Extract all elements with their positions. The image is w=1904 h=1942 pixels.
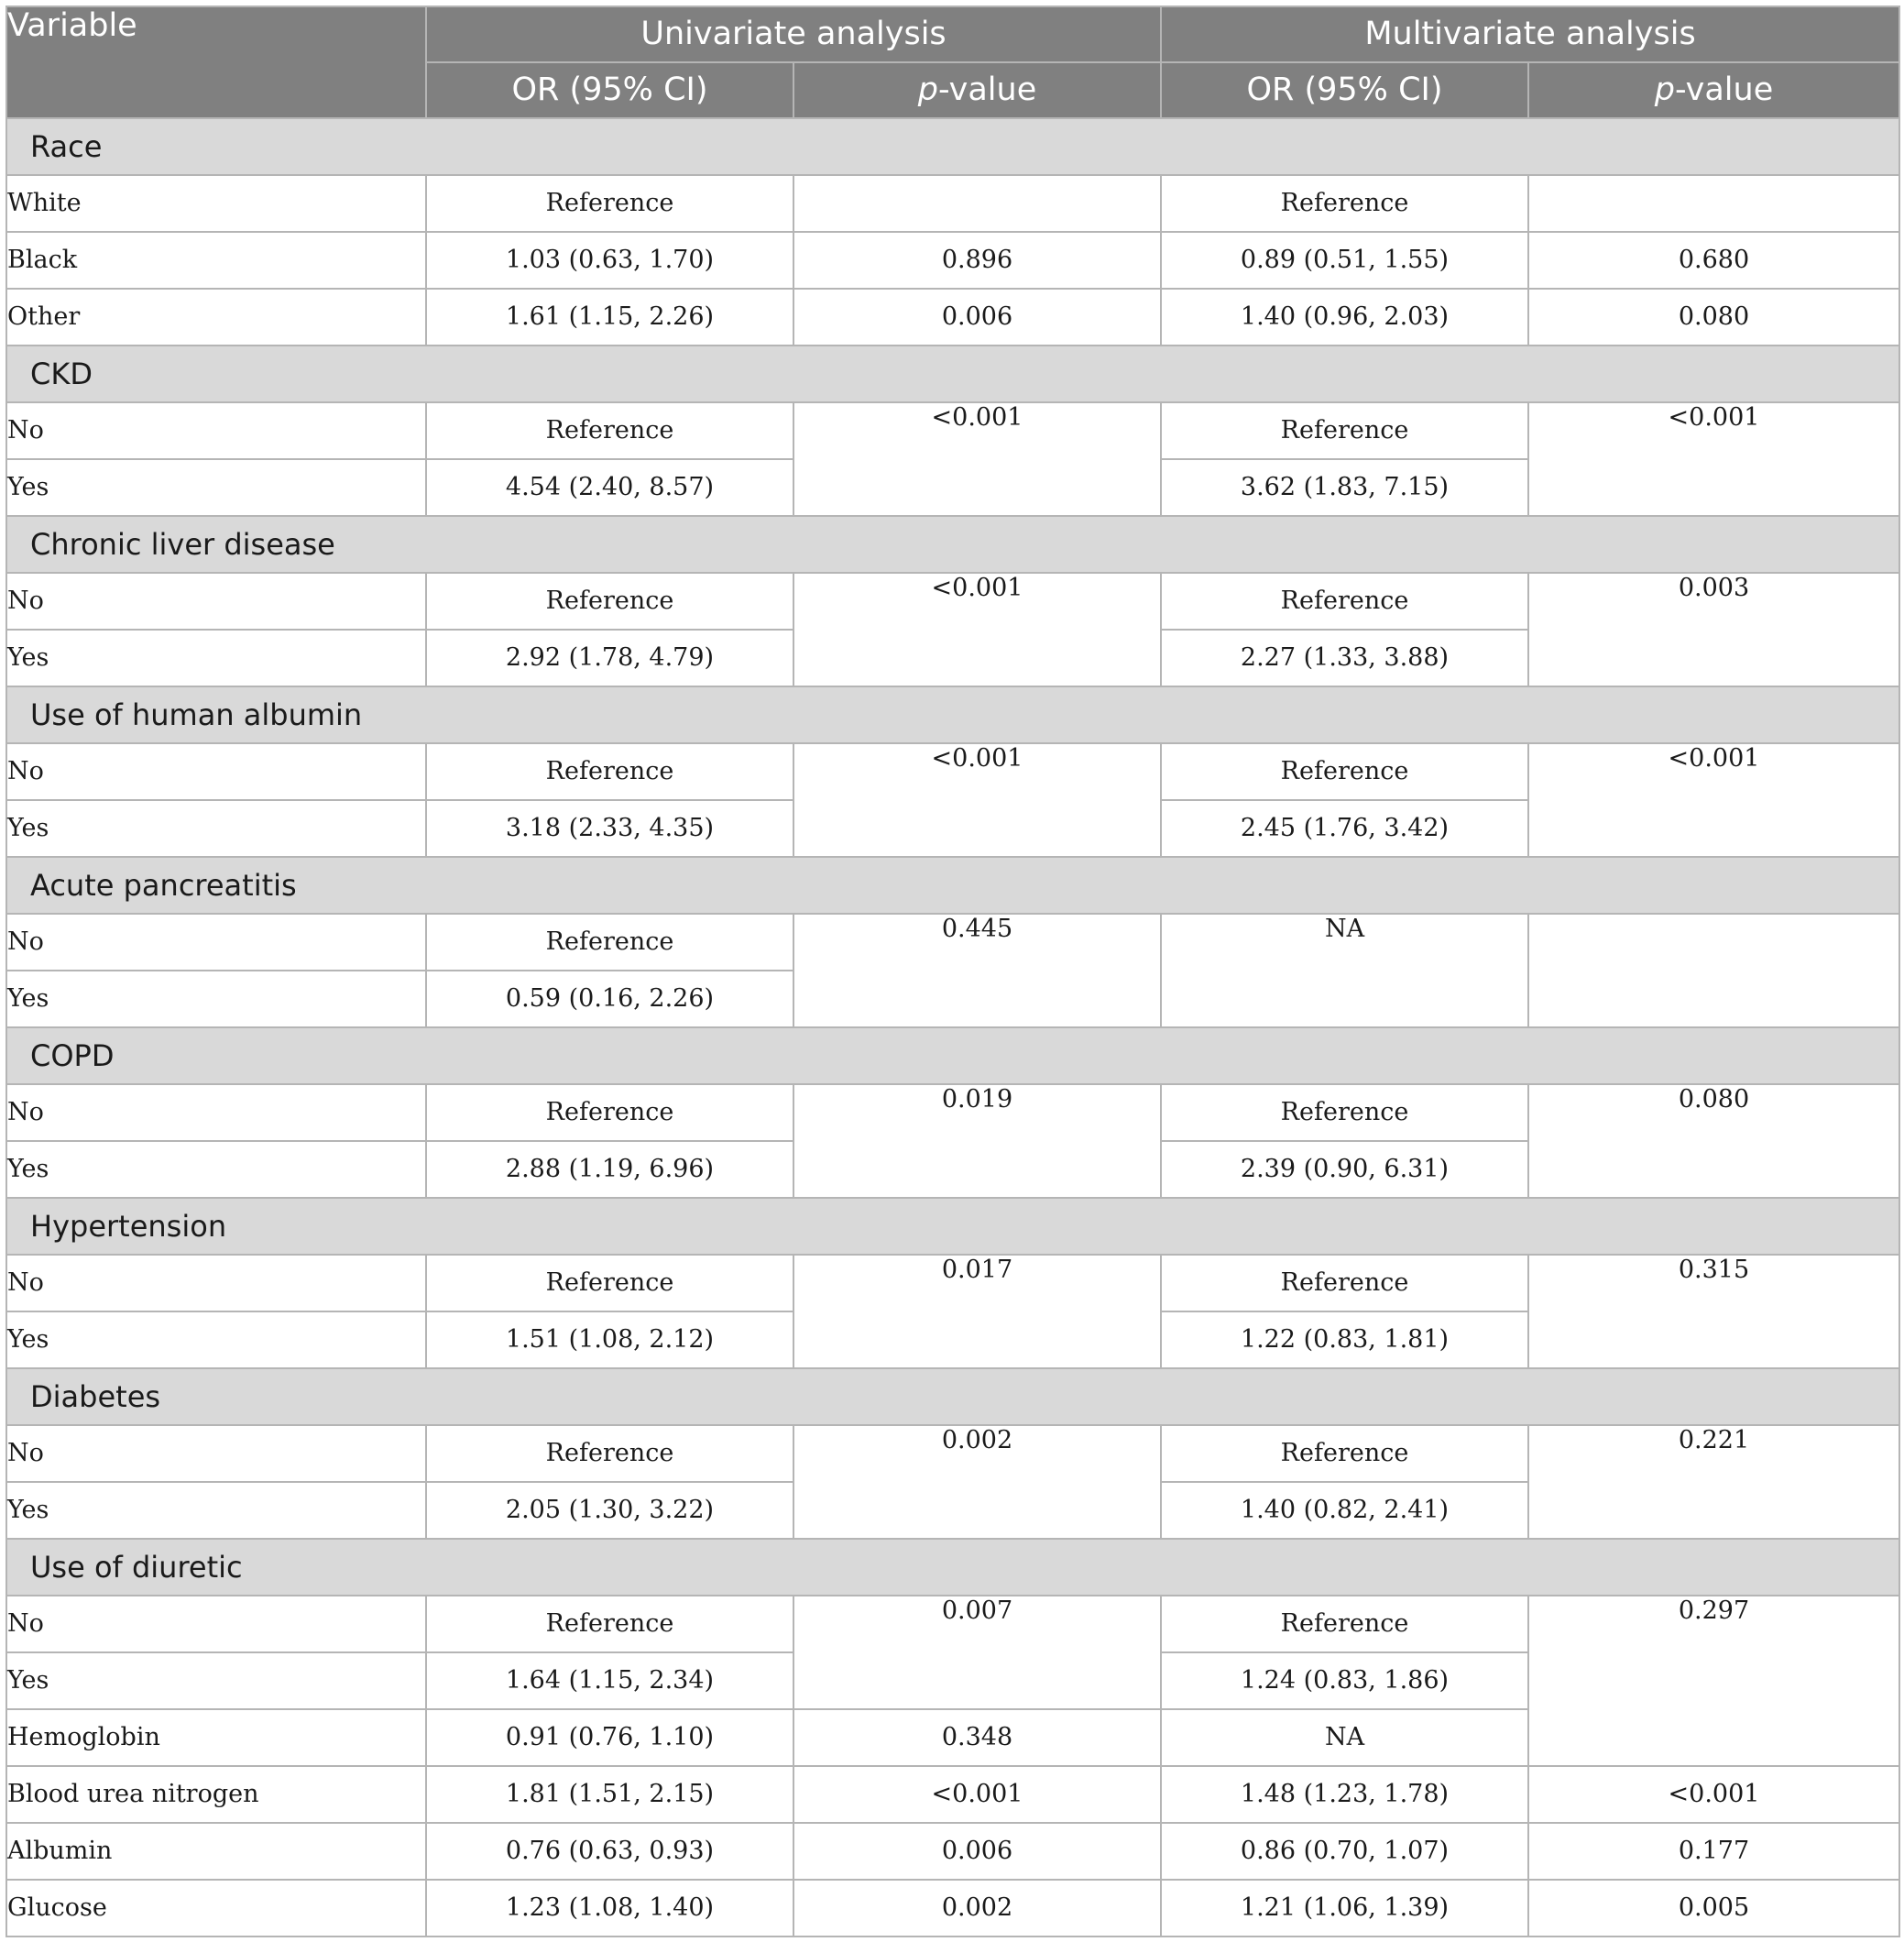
row-label: No [6, 1596, 426, 1652]
table-body [6, 118, 1899, 1937]
multi-or-cell: 1.40 (0.96, 2.03) [1161, 289, 1528, 346]
uni-p-cell: <0.001 [793, 402, 1161, 516]
uni-p-cell: 0.007 [793, 1596, 1161, 1709]
section-liver [6, 516, 1899, 573]
section-albumin-use [6, 686, 1899, 743]
multi-or-cell: 0.86 (0.70, 1.07) [1161, 1823, 1528, 1880]
multi-or-cell: Reference [1161, 175, 1528, 232]
uni-p-header [793, 62, 1161, 118]
uni-p-cell: 0.017 [793, 1255, 1161, 1368]
row-label: Hemoglobin [6, 1709, 426, 1766]
multi-p-cell: 0.177 [1528, 1823, 1899, 1880]
uni-or-cell: 3.18 (2.33, 4.35) [426, 800, 793, 857]
uni-or-cell: 1.23 (1.08, 1.40) [426, 1880, 793, 1937]
multi-or-cell: 2.39 (0.90, 6.31) [1161, 1141, 1528, 1198]
table-row [6, 232, 1899, 289]
row-label: Yes [6, 1482, 426, 1539]
section-pancreatitis [6, 857, 1899, 914]
row-label: White [6, 175, 426, 232]
multi-p-cell: 0.680 [1528, 232, 1899, 289]
multi-or-cell: 2.27 (1.33, 3.88) [1161, 630, 1528, 686]
uni-or-cell: 1.64 (1.15, 2.34) [426, 1652, 793, 1709]
multi-or-cell: Reference [1161, 743, 1528, 800]
uni-p-cell: 0.896 [793, 232, 1161, 289]
section-title: COPD [6, 1027, 1899, 1084]
table-row [6, 1596, 1899, 1652]
multi-p-cell: <0.001 [1528, 743, 1899, 857]
multi-or-cell: Reference [1161, 1255, 1528, 1311]
uni-p-cell [793, 175, 1161, 232]
multi-p-cell: 0.315 [1528, 1255, 1899, 1368]
univariate-header: Univariate analysis [426, 6, 1161, 62]
uni-p-cell: 0.002 [793, 1880, 1161, 1937]
uni-or-cell: 0.91 (0.76, 1.10) [426, 1709, 793, 1766]
table-row [6, 175, 1899, 232]
multi-or-cell: NA [1161, 1709, 1528, 1766]
uni-or-cell: 2.05 (1.30, 3.22) [426, 1482, 793, 1539]
row-label: No [6, 1255, 426, 1311]
section-race [6, 118, 1899, 175]
section-ckd [6, 346, 1899, 402]
table-row [6, 914, 1899, 971]
row-label: Yes [6, 630, 426, 686]
section-title: CKD [6, 346, 1899, 402]
uni-p-cell: <0.001 [793, 743, 1161, 857]
row-label: No [6, 573, 426, 630]
p-italic: p [1654, 71, 1675, 109]
uni-p-cell: 0.019 [793, 1084, 1161, 1198]
p-italic: p [917, 71, 938, 109]
section-diabetes [6, 1368, 1899, 1425]
table-row [6, 743, 1899, 800]
row-label: No [6, 914, 426, 971]
row-label: Black [6, 232, 426, 289]
row-label: No [6, 1425, 426, 1482]
table-row [6, 1880, 1899, 1937]
multi-p-cell: 0.005 [1528, 1880, 1899, 1937]
row-label: Yes [6, 1652, 426, 1709]
multi-or-cell: 1.22 (0.83, 1.81) [1161, 1311, 1528, 1368]
uni-or-cell: 0.59 (0.16, 2.26) [426, 971, 793, 1027]
uni-or-cell: Reference [426, 1084, 793, 1141]
multi-or-header: OR (95% CI) [1161, 62, 1528, 118]
uni-p-cell: 0.002 [793, 1425, 1161, 1539]
table-row [6, 402, 1899, 459]
uni-p-cell: 0.445 [793, 914, 1161, 1027]
row-label: No [6, 402, 426, 459]
multi-or-cell: 1.40 (0.82, 2.41) [1161, 1482, 1528, 1539]
section-title: Hypertension [6, 1198, 1899, 1255]
uni-or-cell: Reference [426, 1596, 793, 1652]
row-label: No [6, 743, 426, 800]
multi-p-cell: 0.080 [1528, 1084, 1899, 1198]
uni-p-cell: 0.006 [793, 1823, 1161, 1880]
multi-or-cell: NA [1161, 914, 1528, 1027]
multi-p-cell: <0.001 [1528, 1766, 1899, 1823]
section-title: Use of diuretic [6, 1539, 1899, 1596]
row-label: Albumin [6, 1823, 426, 1880]
section-title: Diabetes [6, 1368, 1899, 1425]
section-hypertension [6, 1198, 1899, 1255]
multivariate-header: Multivariate analysis [1161, 6, 1899, 62]
multi-or-cell: 2.45 (1.76, 3.42) [1161, 800, 1528, 857]
multi-or-cell: 3.62 (1.83, 7.15) [1161, 459, 1528, 516]
table-header [6, 6, 1899, 118]
multi-p-cell [1528, 175, 1899, 232]
uni-or-cell: Reference [426, 1255, 793, 1311]
multi-or-cell: Reference [1161, 1084, 1528, 1141]
table-row [6, 1255, 1899, 1311]
row-label: Yes [6, 1141, 426, 1198]
table-row [6, 1823, 1899, 1880]
row-label: Blood urea nitrogen [6, 1766, 426, 1823]
section-title: Acute pancreatitis [6, 857, 1899, 914]
uni-or-cell: Reference [426, 175, 793, 232]
uni-or-cell: Reference [426, 402, 793, 459]
multi-p-cell [1528, 914, 1899, 1027]
uni-or-header: OR (95% CI) [426, 62, 793, 118]
multi-p-cell: 0.003 [1528, 573, 1899, 686]
uni-or-cell: Reference [426, 573, 793, 630]
uni-p-cell: 0.348 [793, 1709, 1161, 1766]
table-row [6, 1425, 1899, 1482]
multi-or-cell: Reference [1161, 1425, 1528, 1482]
section-copd [6, 1027, 1899, 1084]
multi-or-cell: 0.89 (0.51, 1.55) [1161, 232, 1528, 289]
row-label: Yes [6, 800, 426, 857]
uni-or-cell: 2.92 (1.78, 4.79) [426, 630, 793, 686]
multi-or-cell: Reference [1161, 1596, 1528, 1652]
p-suffix: -value [1674, 71, 1774, 109]
multi-p-cell: <0.001 [1528, 402, 1899, 516]
multi-or-cell: Reference [1161, 402, 1528, 459]
uni-p-cell: <0.001 [793, 573, 1161, 686]
multi-or-cell: 1.48 (1.23, 1.78) [1161, 1766, 1528, 1823]
multi-p-cell: 0.297 [1528, 1596, 1899, 1766]
section-title: Chronic liver disease [6, 516, 1899, 573]
multi-p-cell: 0.080 [1528, 289, 1899, 346]
uni-or-cell: Reference [426, 1425, 793, 1482]
section-title: Race [6, 118, 1899, 175]
uni-or-cell: 0.76 (0.63, 0.93) [426, 1823, 793, 1880]
table-row [6, 289, 1899, 346]
table-row [6, 1084, 1899, 1141]
uni-or-cell: 4.54 (2.40, 8.57) [426, 459, 793, 516]
multi-p-header [1528, 62, 1899, 118]
table-row [6, 573, 1899, 630]
uni-or-cell: 1.51 (1.08, 2.12) [426, 1311, 793, 1368]
p-suffix: -value [937, 71, 1037, 109]
multi-or-cell: 1.24 (0.83, 1.86) [1161, 1652, 1528, 1709]
uni-p-cell: 0.006 [793, 289, 1161, 346]
row-label: Yes [6, 459, 426, 516]
uni-or-cell: 1.03 (0.63, 1.70) [426, 232, 793, 289]
row-label: Other [6, 289, 426, 346]
section-title: Use of human albumin [6, 686, 1899, 743]
multi-p-cell: 0.221 [1528, 1425, 1899, 1539]
row-label: No [6, 1084, 426, 1141]
uni-or-cell: Reference [426, 914, 793, 971]
row-label: Yes [6, 971, 426, 1027]
uni-or-cell: Reference [426, 743, 793, 800]
multi-or-cell: 1.21 (1.06, 1.39) [1161, 1880, 1528, 1937]
uni-or-cell: 2.88 (1.19, 6.96) [426, 1141, 793, 1198]
row-label: Yes [6, 1311, 426, 1368]
table-row [6, 1766, 1899, 1823]
uni-p-cell: <0.001 [793, 1766, 1161, 1823]
variable-header: Variable [6, 6, 426, 118]
multi-or-cell: Reference [1161, 573, 1528, 630]
uni-or-cell: 1.81 (1.51, 2.15) [426, 1766, 793, 1823]
uni-or-cell: 1.61 (1.15, 2.26) [426, 289, 793, 346]
row-label: Glucose [6, 1880, 426, 1937]
section-diuretic [6, 1539, 1899, 1596]
results-table [5, 5, 1900, 1937]
